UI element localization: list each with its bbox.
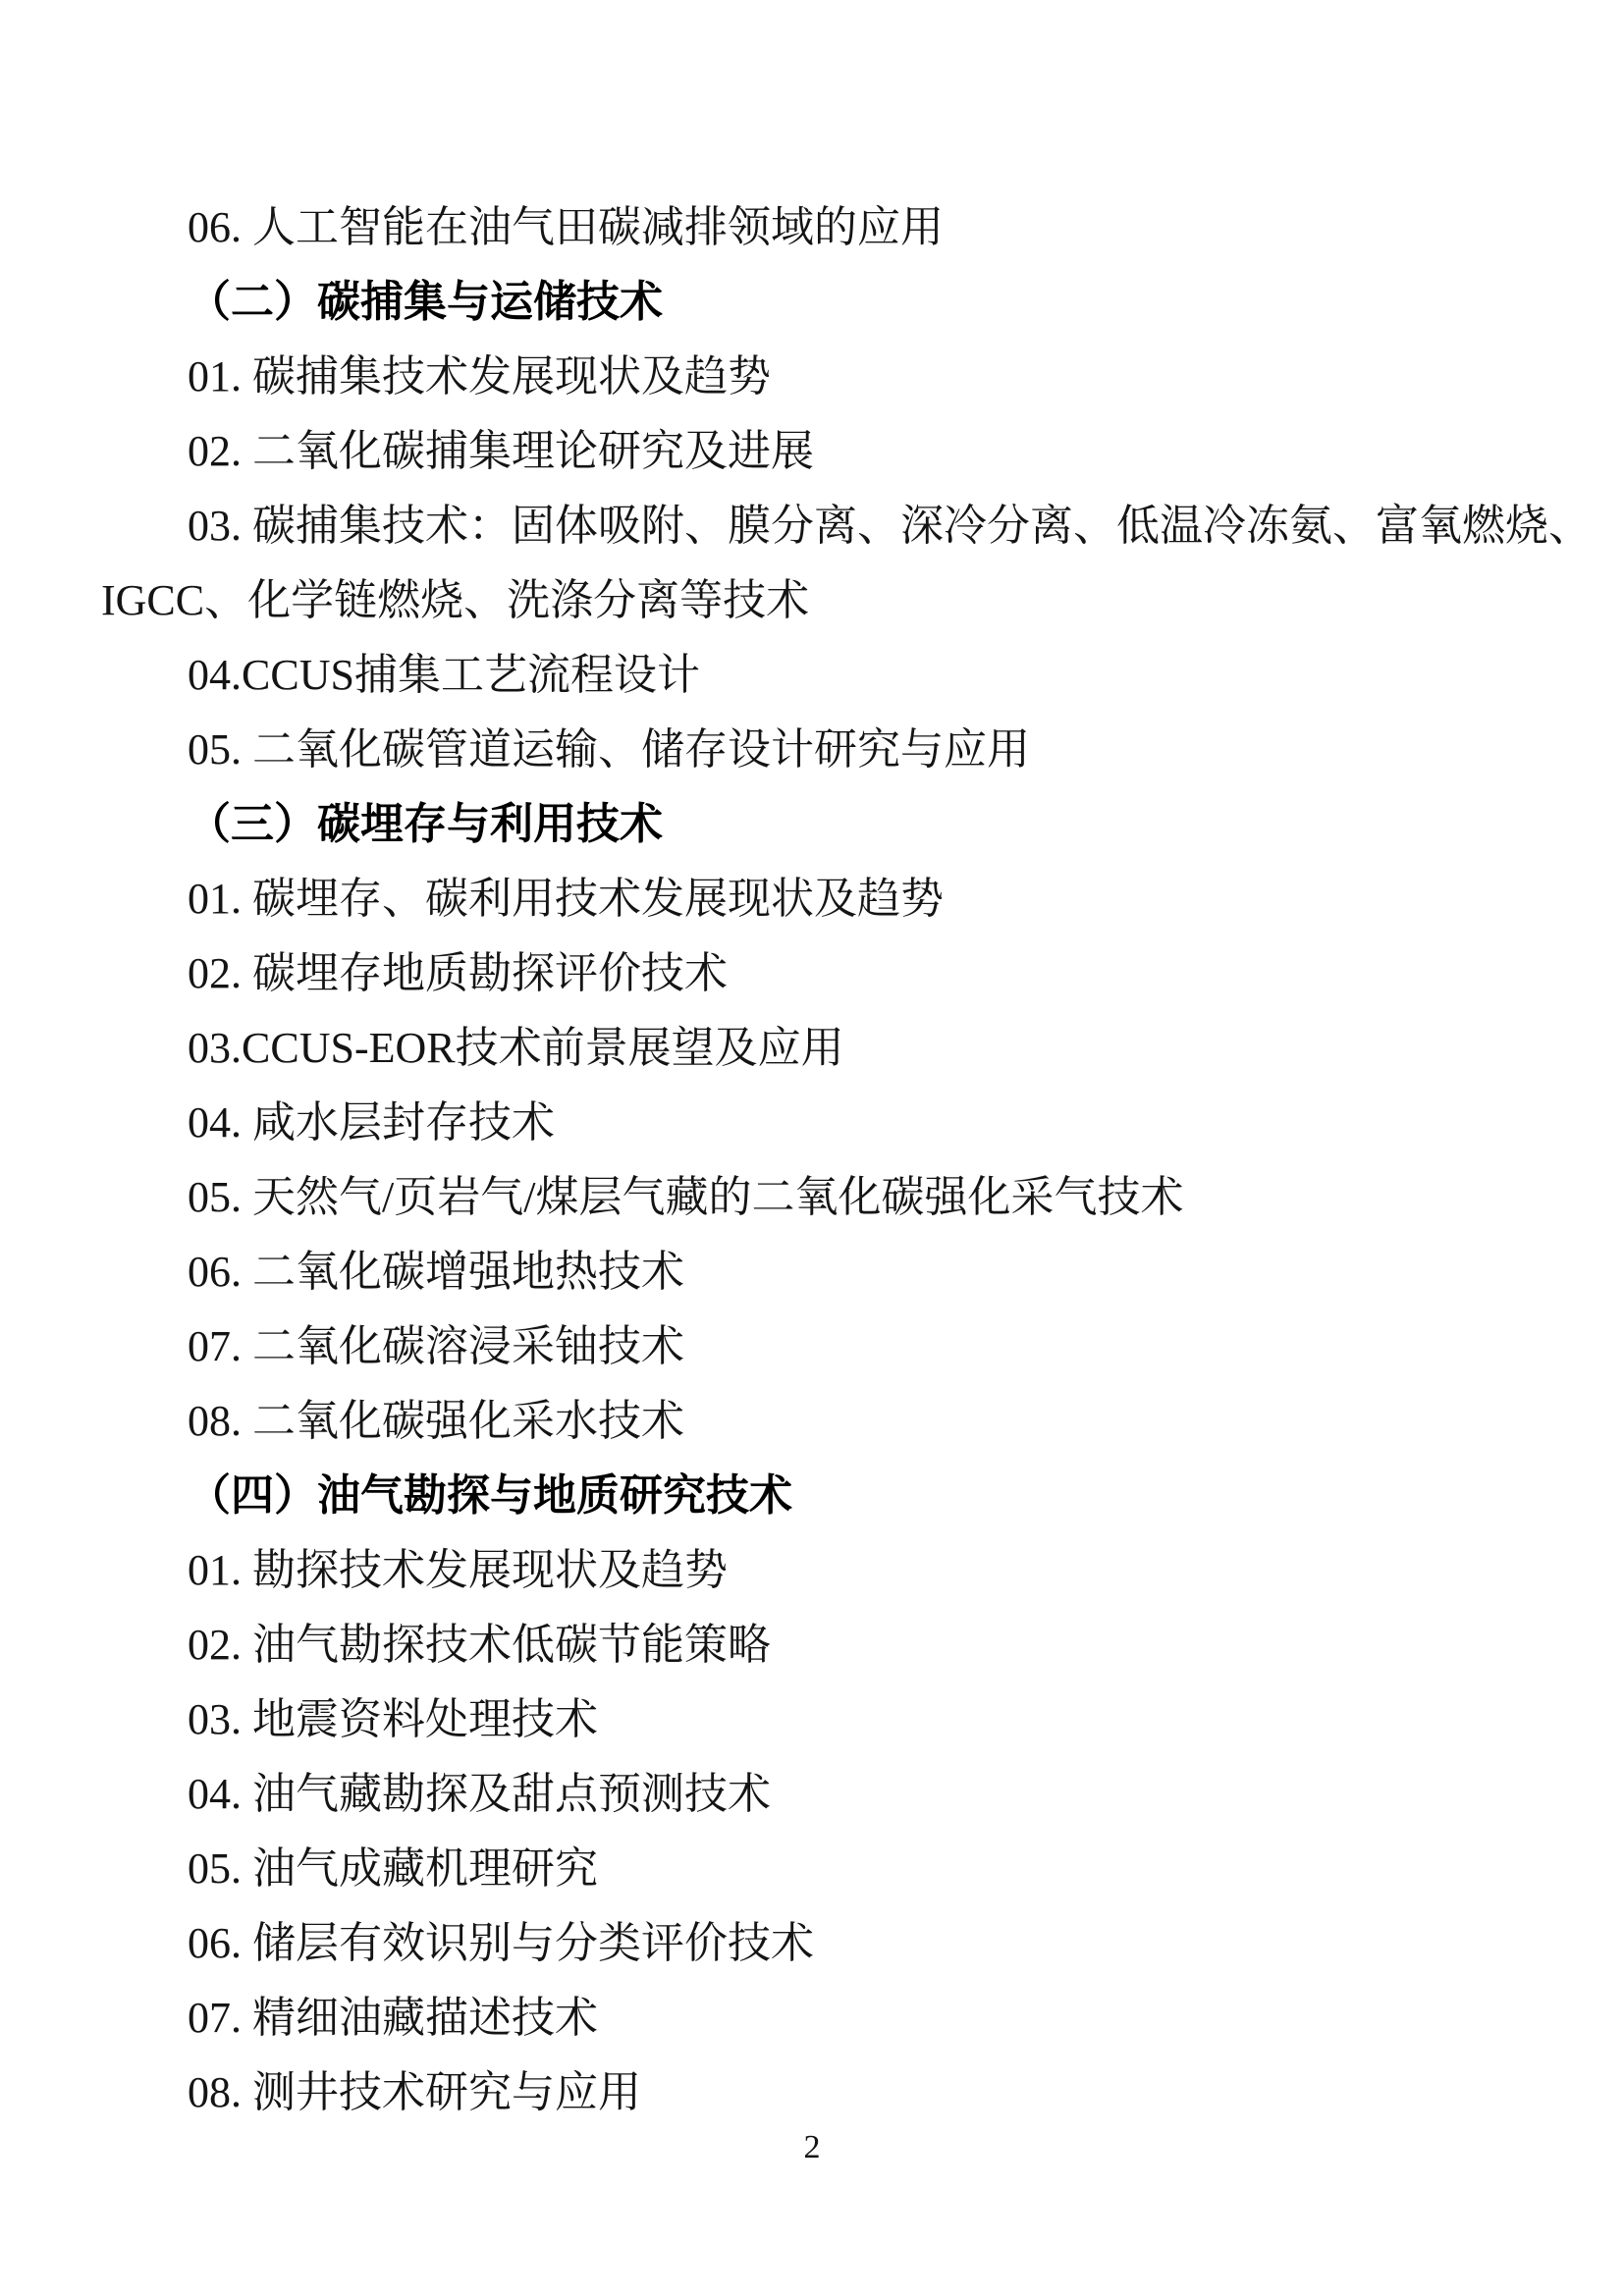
document-line: 08. 二氧化碳强化采水技术	[188, 1397, 684, 1445]
document-line: 04.CCUS捕集工艺流程设计	[188, 651, 700, 699]
document-line: 05. 天然气/页岩气/煤层气藏的二氧化碳强化采气技术	[188, 1173, 1184, 1221]
document-line: 08. 测井技术研究与应用	[188, 2068, 641, 2116]
section-heading: （二）碳捕集与运储技术	[188, 278, 663, 326]
document-line: 01. 碳埋存、碳利用技术发展现状及趋势	[188, 875, 944, 923]
section-heading: （三）碳埋存与利用技术	[188, 800, 663, 848]
document-line: 05. 油气成藏机理研究	[188, 1844, 598, 1893]
document-line: 03. 碳捕集技术：固体吸附、膜分离、深冷分离、低温冷冻氨、富氧燃烧、	[188, 502, 1592, 550]
document-line: 04. 油气藏勘探及甜点预测技术	[188, 1770, 771, 1818]
document-line: 07. 二氧化碳溶浸采铀技术	[188, 1322, 684, 1370]
document-line: 02. 油气勘探技术低碳节能策略	[188, 1621, 771, 1669]
document-line: 02. 二氧化碳捕集理论研究及进展	[188, 427, 814, 475]
document-line: 03. 地震资料处理技术	[188, 1695, 598, 1743]
document-line: 04. 咸水层封存技术	[188, 1098, 555, 1147]
document-line: 07. 精细油藏描述技术	[188, 1994, 598, 2042]
document-line: 06. 二氧化碳增强地热技术	[188, 1248, 684, 1296]
document-line: 03.CCUS-EOR技术前景展望及应用	[188, 1024, 844, 1072]
document-line: 05. 二氧化碳管道运输、储存设计研究与应用	[188, 725, 1030, 774]
section-heading: （四）油气勘探与地质研究技术	[188, 1471, 792, 1520]
document-line: IGCC、化学链燃烧、洗涤分离等技术	[101, 576, 810, 624]
page-number: 2	[803, 2129, 821, 2165]
document-line: 06. 储层有效识别与分类评价技术	[188, 1919, 814, 1967]
document-body	[101, 190, 1592, 2130]
document-line: 06. 人工智能在油气田碳减排领域的应用	[188, 203, 944, 251]
document-line: 01. 勘探技术发展现状及趋势	[188, 1546, 728, 1594]
document-line: 02. 碳埋存地质勘探评价技术	[188, 949, 728, 997]
document-line: 01. 碳捕集技术发展现状及趋势	[188, 352, 771, 400]
